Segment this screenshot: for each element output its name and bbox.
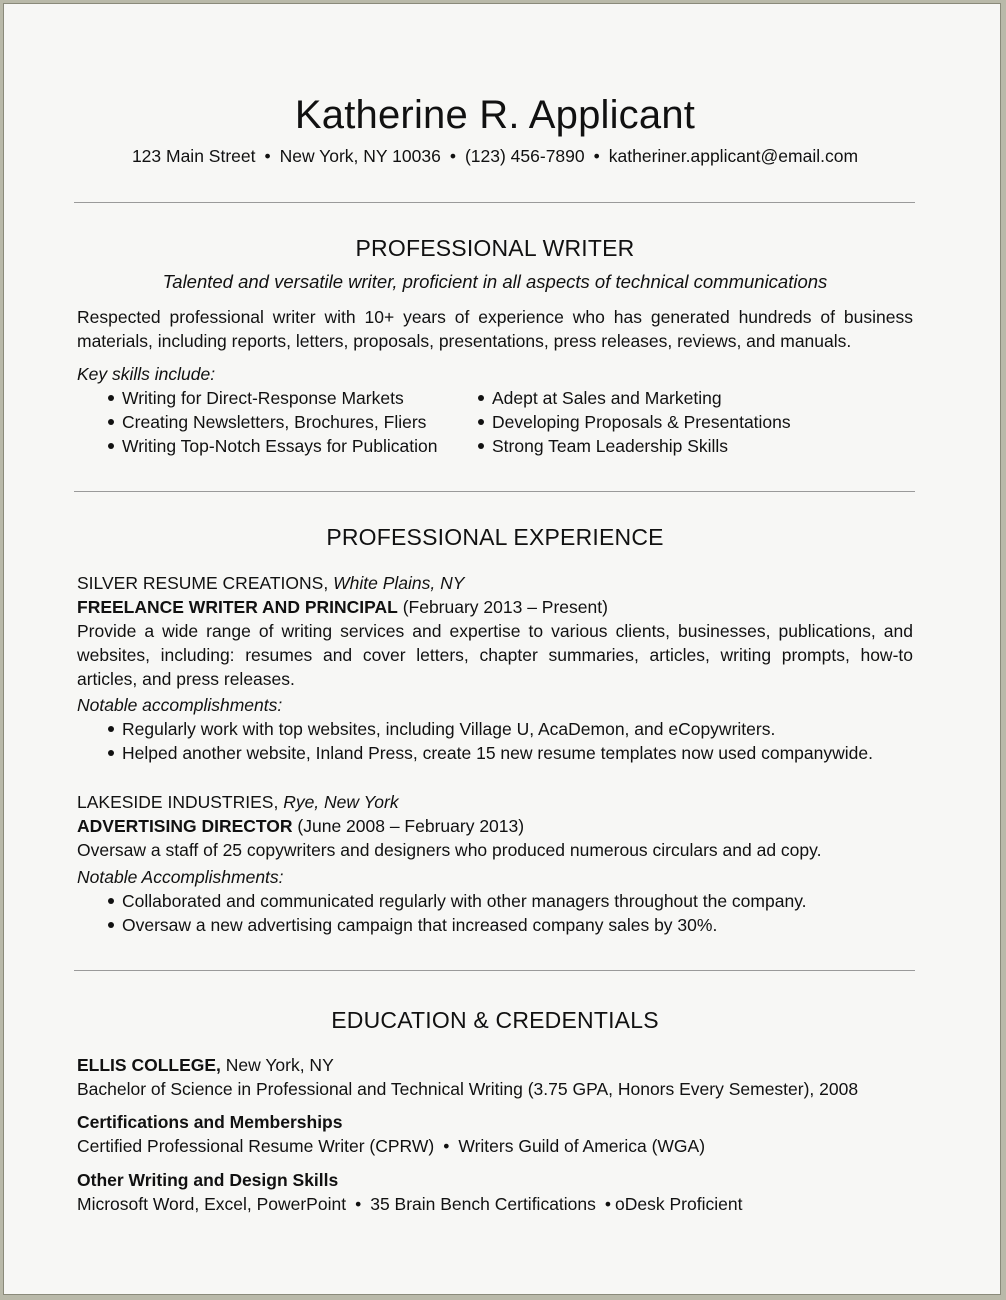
bullet-icon [108, 419, 114, 425]
section-divider [74, 202, 915, 203]
list-item: Creating Newsletters, Brochures, Fliers [108, 410, 437, 434]
bullet-icon [108, 898, 114, 904]
contact-separator: • [449, 146, 456, 166]
separator: • [604, 1194, 612, 1214]
separator: • [355, 1194, 362, 1214]
profile-tagline: Talented and versatile writer, proficient in all aspects of technical communications [162, 271, 828, 292]
other-skill-item: Microsoft Word, Excel, PowerPoint [77, 1194, 347, 1214]
job-company: LAKESIDE INDUSTRIES, [77, 792, 279, 812]
other-skill-item: 35 Brain Bench Certifications [370, 1194, 596, 1214]
contact-city: New York, NY 10036 [279, 146, 441, 166]
contact-separator: • [593, 146, 600, 166]
job-company: SILVER RESUME CREATIONS, [77, 573, 329, 593]
skills-list-left [108, 386, 437, 458]
other-skill-item: oDesk Proficient [615, 1194, 743, 1214]
bullet-icon [108, 922, 114, 928]
school-location: New York, NY [225, 1055, 334, 1075]
list-item: Collaborated and communicated regularly with other managers throughout the company. [108, 889, 807, 913]
skills-label: Key skills include: [77, 364, 216, 384]
accomplishments-list [108, 717, 873, 765]
section-divider [74, 970, 915, 971]
experience-heading: PROFESSIONAL EXPERIENCE [326, 524, 664, 550]
job-company-line [77, 571, 464, 595]
separator: • [443, 1136, 450, 1156]
job-description: Oversaw a staff of 25 copywriters and designers who produced numerous circulars and ad copy. [77, 840, 822, 860]
job-location: Rye, New York [283, 792, 399, 812]
bullet-icon [478, 443, 484, 449]
list-item: Strong Team Leadership Skills [478, 434, 791, 458]
list-item: Oversaw a new advertising campaign that increased company sales by 30%. [108, 913, 807, 937]
list-item: Adept at Sales and Marketing [478, 386, 791, 410]
other-skills-heading: Other Writing and Design Skills [77, 1170, 339, 1190]
contact-line [77, 144, 913, 168]
profile-heading: PROFESSIONAL WRITER [355, 235, 635, 261]
bullet-icon [108, 750, 114, 756]
job-dates: (February 2013 – Present) [402, 597, 608, 617]
job-company-line [77, 790, 399, 814]
applicant-name: Katherine R. Applicant [294, 93, 696, 137]
degree: Bachelor of Science in Professional and Technical Writing (3.75 GPA, Honors Every Semester), 2008 [77, 1079, 859, 1099]
list-item: Regularly work with top websites, including Village U, AcaDemon, and eCopywriters. [108, 717, 873, 741]
certifications-line [77, 1134, 705, 1158]
school-name: ELLIS COLLEGE, [77, 1055, 221, 1075]
skills-list-right [478, 386, 791, 458]
contact-address: 123 Main Street [131, 146, 256, 166]
education-heading: EDUCATION & CREDENTIALS [331, 1007, 659, 1033]
contact-phone: (123) 456-7890 [464, 146, 585, 166]
list-item: Helped another website, Inland Press, create 15 new resume templates now used companywide. [108, 741, 873, 765]
contact-email: katheriner.applicant@email.com [608, 146, 859, 166]
bullet-icon [108, 395, 114, 401]
certifications-heading: Certifications and Memberships [77, 1112, 343, 1132]
profile-summary: Respected professional writer with 10+ years of experience who has generated hundreds of business materials, including reports, letters, proposals, presentations, press releases, reviews, and manuals. [77, 307, 913, 351]
school-line [77, 1053, 334, 1077]
other-skills-line [77, 1192, 742, 1216]
job-title: FREELANCE WRITER AND PRINCIPAL [77, 597, 398, 617]
contact-separator: • [264, 146, 271, 166]
certification-item: Writers Guild of America (WGA) [458, 1136, 706, 1156]
bullet-icon [478, 419, 484, 425]
job-title-line [77, 595, 608, 619]
job-dates: (June 2008 – February 2013) [297, 816, 525, 836]
accomplishments-list [108, 889, 807, 937]
job-location: White Plains, NY [333, 573, 465, 593]
bullet-icon [478, 395, 484, 401]
bullet-icon [108, 726, 114, 732]
job-description: Provide a wide range of writing services and expertise to various clients, businesses, publications, and websites, including: resumes and cover letters, chapter summaries, articles, writing prompts, how-to articles, and press releases. [77, 621, 913, 689]
section-divider [74, 491, 915, 492]
list-item: Developing Proposals & Presentations [478, 410, 791, 434]
job-title-line [77, 814, 524, 838]
accomplishments-label: Notable Accomplishments: [77, 867, 284, 887]
certification-item: Certified Professional Resume Writer (CPRW) [77, 1136, 435, 1156]
accomplishments-label: Notable accomplishments: [77, 695, 283, 715]
list-item: Writing Top-Notch Essays for Publication [108, 434, 437, 458]
list-item: Writing for Direct-Response Markets [108, 386, 437, 410]
bullet-icon [108, 443, 114, 449]
job-title: ADVERTISING DIRECTOR [77, 816, 293, 836]
resume-page [3, 3, 1001, 1295]
